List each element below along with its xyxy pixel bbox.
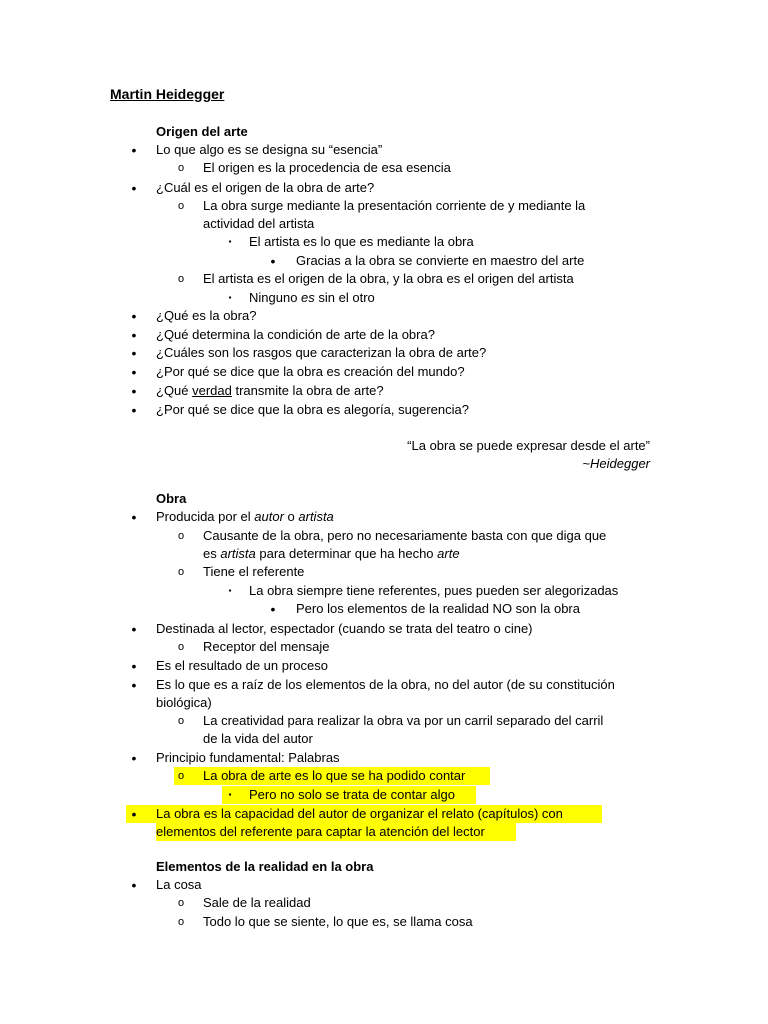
highlighted-list-item: ▪ Pero no solo se trata de contar algo <box>222 786 476 804</box>
circle-bullet-icon: o <box>177 200 185 212</box>
bullet-icon: • <box>131 806 137 822</box>
document-page: Martin Heidegger Origen del arte • Lo que algo es se designa su “esencia” o El origen es la procedencia de esa esencia • ¿Cuál es el origen de la obra de arte? o La obra surge mediante la presentación corriente de y mediante la actividad del artista ▪ El artista es lo que es mediante la obra • Gracias a la obra se convierte en maestro del arte o El artista es el origen de la obra, y la obra es el origen del artista ▪ Ninguno es sin el otro • ¿Qué es la obra? • ¿Qué determina la condición de arte de la obra? • ¿Cuáles son los rasgos que caracterizan la obra de arte? • ¿Por qué se dice que la obra es creación del mundo? • ¿Qué verdad transmite la obra de arte? • ¿Por qué se dice que la obra es alegoría, sugerencia? “La obra se puede expresar desde el arte” ~Heidegger Obra • Producida por el autor o artista o Causante de la obra, pero no necesariamente basta con que diga que es artista para determinar que ha hecho arte o Tiene el referente ▪ La obra siempre tiene referentes, pues pueden ser alegorizadas • Pero los elementos de la realidad NO son la obra • Destinada al lector, espectador (cuando se trata del teatro o cine) o Receptor del mensaje • Es el resultado de un proceso • Es lo que es a raíz de los elementos de la obra, no del autor (de su constitución biológica) o La creatividad para realizar la obra va por un carril separado del carril de la vida del autor • Principio fundamental: Palabras o La obra de arte es lo que se ha podido contar ▪ Pero no solo se trata de contar algo • La obra es la capacidad del autor de organizar el relato (capítulos) con elementos del referente para captar la atención del lector Elementos de la realidad en la obra • La cosa o Sale de la realidad o Todo lo que se siente, lo que es, se llama cosa <box>0 0 768 1024</box>
highlighted-list-item: o La obra de arte es lo que se ha podido contar <box>174 767 490 785</box>
circle-bullet-icon: o <box>177 273 185 285</box>
bullet-icon: • <box>131 658 137 674</box>
section-heading: Origen del arte <box>156 124 248 139</box>
circle-bullet-icon: o <box>177 770 185 782</box>
bullet-icon: • <box>131 402 137 418</box>
circle-bullet-icon: o <box>177 530 185 542</box>
square-bullet-icon: ▪ <box>228 790 232 799</box>
bullet-icon: • <box>131 877 137 893</box>
bullet-icon: • <box>131 677 137 693</box>
highlighted-list-item: • La obra es la capacidad del autor de organizar el relato (capítulos) con <box>126 805 602 823</box>
square-bullet-icon: ▪ <box>228 293 232 302</box>
bullet-icon: • <box>131 142 137 158</box>
circle-bullet-icon: o <box>177 641 185 653</box>
bullet-icon: • <box>131 621 137 637</box>
bullet-icon: • <box>131 750 137 766</box>
bullet-icon: • <box>131 383 137 399</box>
document-title: Martin Heidegger <box>110 86 225 102</box>
bullet-icon: • <box>270 253 276 269</box>
circle-bullet-icon: o <box>177 897 185 909</box>
bullet-icon: • <box>131 509 137 525</box>
circle-bullet-icon: o <box>177 916 185 928</box>
section-heading: Elementos de la realidad en la obra <box>156 859 374 874</box>
bullet-icon: • <box>131 180 137 196</box>
bullet-icon: • <box>131 327 137 343</box>
bullet-icon: • <box>270 601 276 617</box>
circle-bullet-icon: o <box>177 715 185 727</box>
bullet-icon: • <box>131 308 137 324</box>
quote-text: “La obra se puede expresar desde el arte” <box>407 438 650 453</box>
highlighted-list-item-continuation: elementos del referente para captar la atención del lector <box>156 823 516 841</box>
section-heading: Obra <box>156 491 187 506</box>
bullet-icon: • <box>131 364 137 380</box>
circle-bullet-icon: o <box>177 162 185 174</box>
quote-author: ~Heidegger <box>582 456 650 471</box>
square-bullet-icon: ▪ <box>228 237 232 246</box>
bullet-icon: • <box>131 345 137 361</box>
circle-bullet-icon: o <box>177 566 185 578</box>
square-bullet-icon: ▪ <box>228 586 232 595</box>
